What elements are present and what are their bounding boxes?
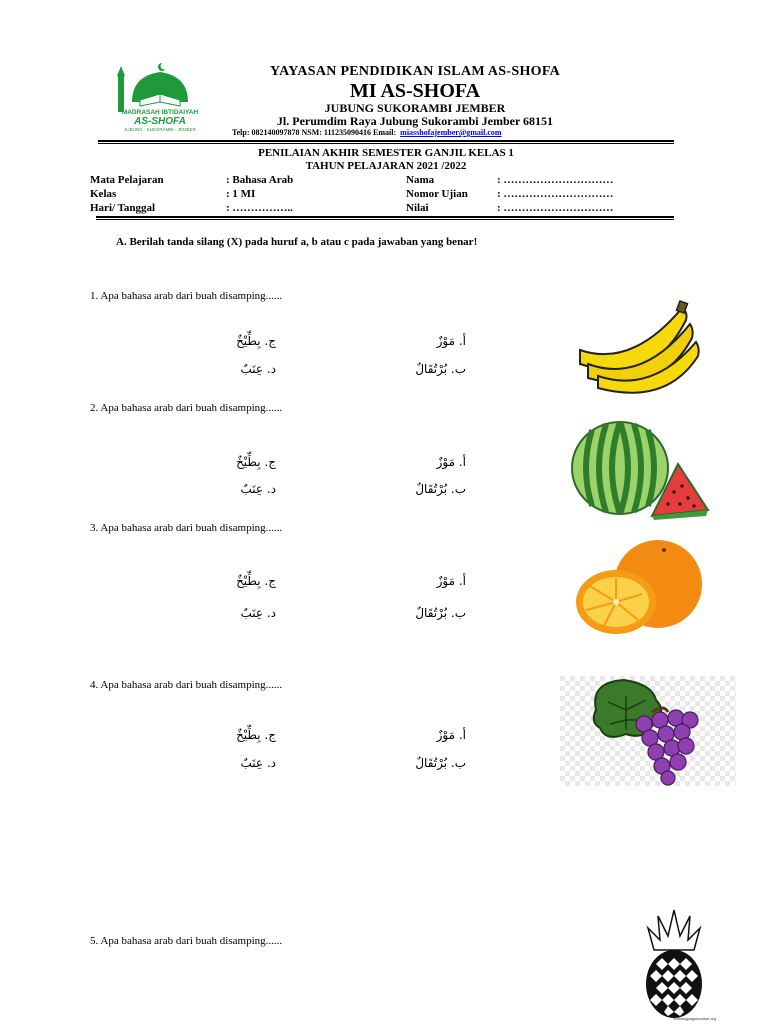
contact-line [232, 128, 502, 137]
logo-text-top: MADRASAH IBTIDAIYAH [121, 109, 199, 116]
logo-text-main: AS-SHOFA [134, 116, 186, 127]
exam-title: PENILAIAN AKHIR SEMESTER GANJIL KELAS 1 [258, 147, 514, 159]
q3-option-b[interactable]: ب. بُرْتُقَالٌ [415, 606, 466, 620]
contact-text: Telp: 082140097878 NSM: 111235090416 Email: [232, 128, 397, 137]
nama-label: Nama [406, 174, 435, 186]
orange-image [574, 540, 714, 640]
header-divider-thin [98, 143, 674, 144]
nomor-ujian-field[interactable]: : ………………………… [497, 188, 614, 200]
nilai-label: Nilai [406, 202, 429, 214]
q3-option-d[interactable]: د. عِنَبٌ [240, 606, 276, 620]
mapel-value: : Bahasa Arab [226, 174, 294, 186]
q4-option-b[interactable]: ب. بُرْتُقَالٌ [415, 756, 466, 770]
hari-label: Hari/ Tanggal [90, 202, 156, 214]
exam-year: TAHUN PELAJARAN 2021 /2022 [305, 160, 467, 172]
nomor-ujian-label: Nomor Ujian [406, 188, 468, 200]
hari-value[interactable]: : …………….. [226, 202, 293, 214]
email-link[interactable]: miasshofajember@gmail.com [400, 128, 502, 137]
q1-option-a[interactable]: أ. مَوْزٌ [436, 334, 466, 348]
q1-option-c[interactable]: ج. بِطِّيْخٌ [236, 334, 276, 348]
school-name: MI AS-SHOFA [349, 80, 481, 102]
q1-option-d[interactable]: د. عِنَبٌ [240, 362, 276, 376]
mapel-label: Mata Pelajaran [90, 174, 164, 186]
q3-option-a[interactable]: أ. مَوْزٌ [436, 574, 466, 588]
q4-option-d[interactable]: د. عِنَبٌ [240, 756, 276, 770]
school-location: JUBUNG SUKORAMBI JEMBER [324, 101, 506, 115]
q1-option-b[interactable]: ب. بُرْتُقَالٌ [415, 362, 466, 376]
q2-option-c[interactable]: ج. بِطِّيْخٌ [236, 455, 276, 469]
q2-option-d[interactable]: د. عِنَبٌ [240, 482, 276, 496]
nilai-field[interactable]: : ………………………… [497, 202, 614, 214]
question-4: 4. Apa bahasa arab dari buah disamping...... [90, 679, 283, 691]
info-divider-thin [96, 219, 674, 220]
question-3: 3. Apa bahasa arab dari buah disamping...... [90, 522, 283, 534]
logo-text-bottom: JUBUNG - SUKORAMBI - JEMBER [124, 127, 196, 132]
question-2: 2. Apa bahasa arab dari buah disamping...... [90, 402, 283, 414]
school-address: Jl. Perumdim Raya Jubung Sukorambi Jember 68151 [276, 114, 554, 128]
q4-option-a[interactable]: أ. مَوْزٌ [436, 728, 466, 742]
nama-field[interactable]: : ………………………… [497, 174, 614, 186]
q2-option-b[interactable]: ب. بُرْتُقَالٌ [415, 482, 466, 496]
pineapple-image [624, 908, 724, 1024]
kelas-label: Kelas [90, 188, 117, 200]
question-1: 1. Apa bahasa arab dari buah disamping...... [90, 290, 283, 302]
info-divider [96, 216, 674, 218]
image-credit: coloringpagesonline.org [673, 1016, 716, 1021]
watermelon-image [570, 420, 710, 520]
kelas-value: : 1 MI [226, 188, 256, 200]
q2-option-a[interactable]: أ. مَوْزٌ [436, 455, 466, 469]
instruction: A. Berilah tanda silang (X) pada huruf a, b atau c pada jawaban yang benar! [116, 236, 478, 248]
q4-option-c[interactable]: ج. بِطِّيْخٌ [236, 728, 276, 742]
question-5: 5. Apa bahasa arab dari buah disamping...... [90, 935, 283, 947]
banana-image [572, 298, 702, 394]
header-divider [98, 140, 674, 142]
foundation-name: YAYASAN PENDIDIKAN ISLAM AS-SHOFA [269, 64, 561, 79]
grapes-image [560, 676, 736, 786]
q3-option-c[interactable]: ج. بِطِّيْخٌ [236, 574, 276, 588]
